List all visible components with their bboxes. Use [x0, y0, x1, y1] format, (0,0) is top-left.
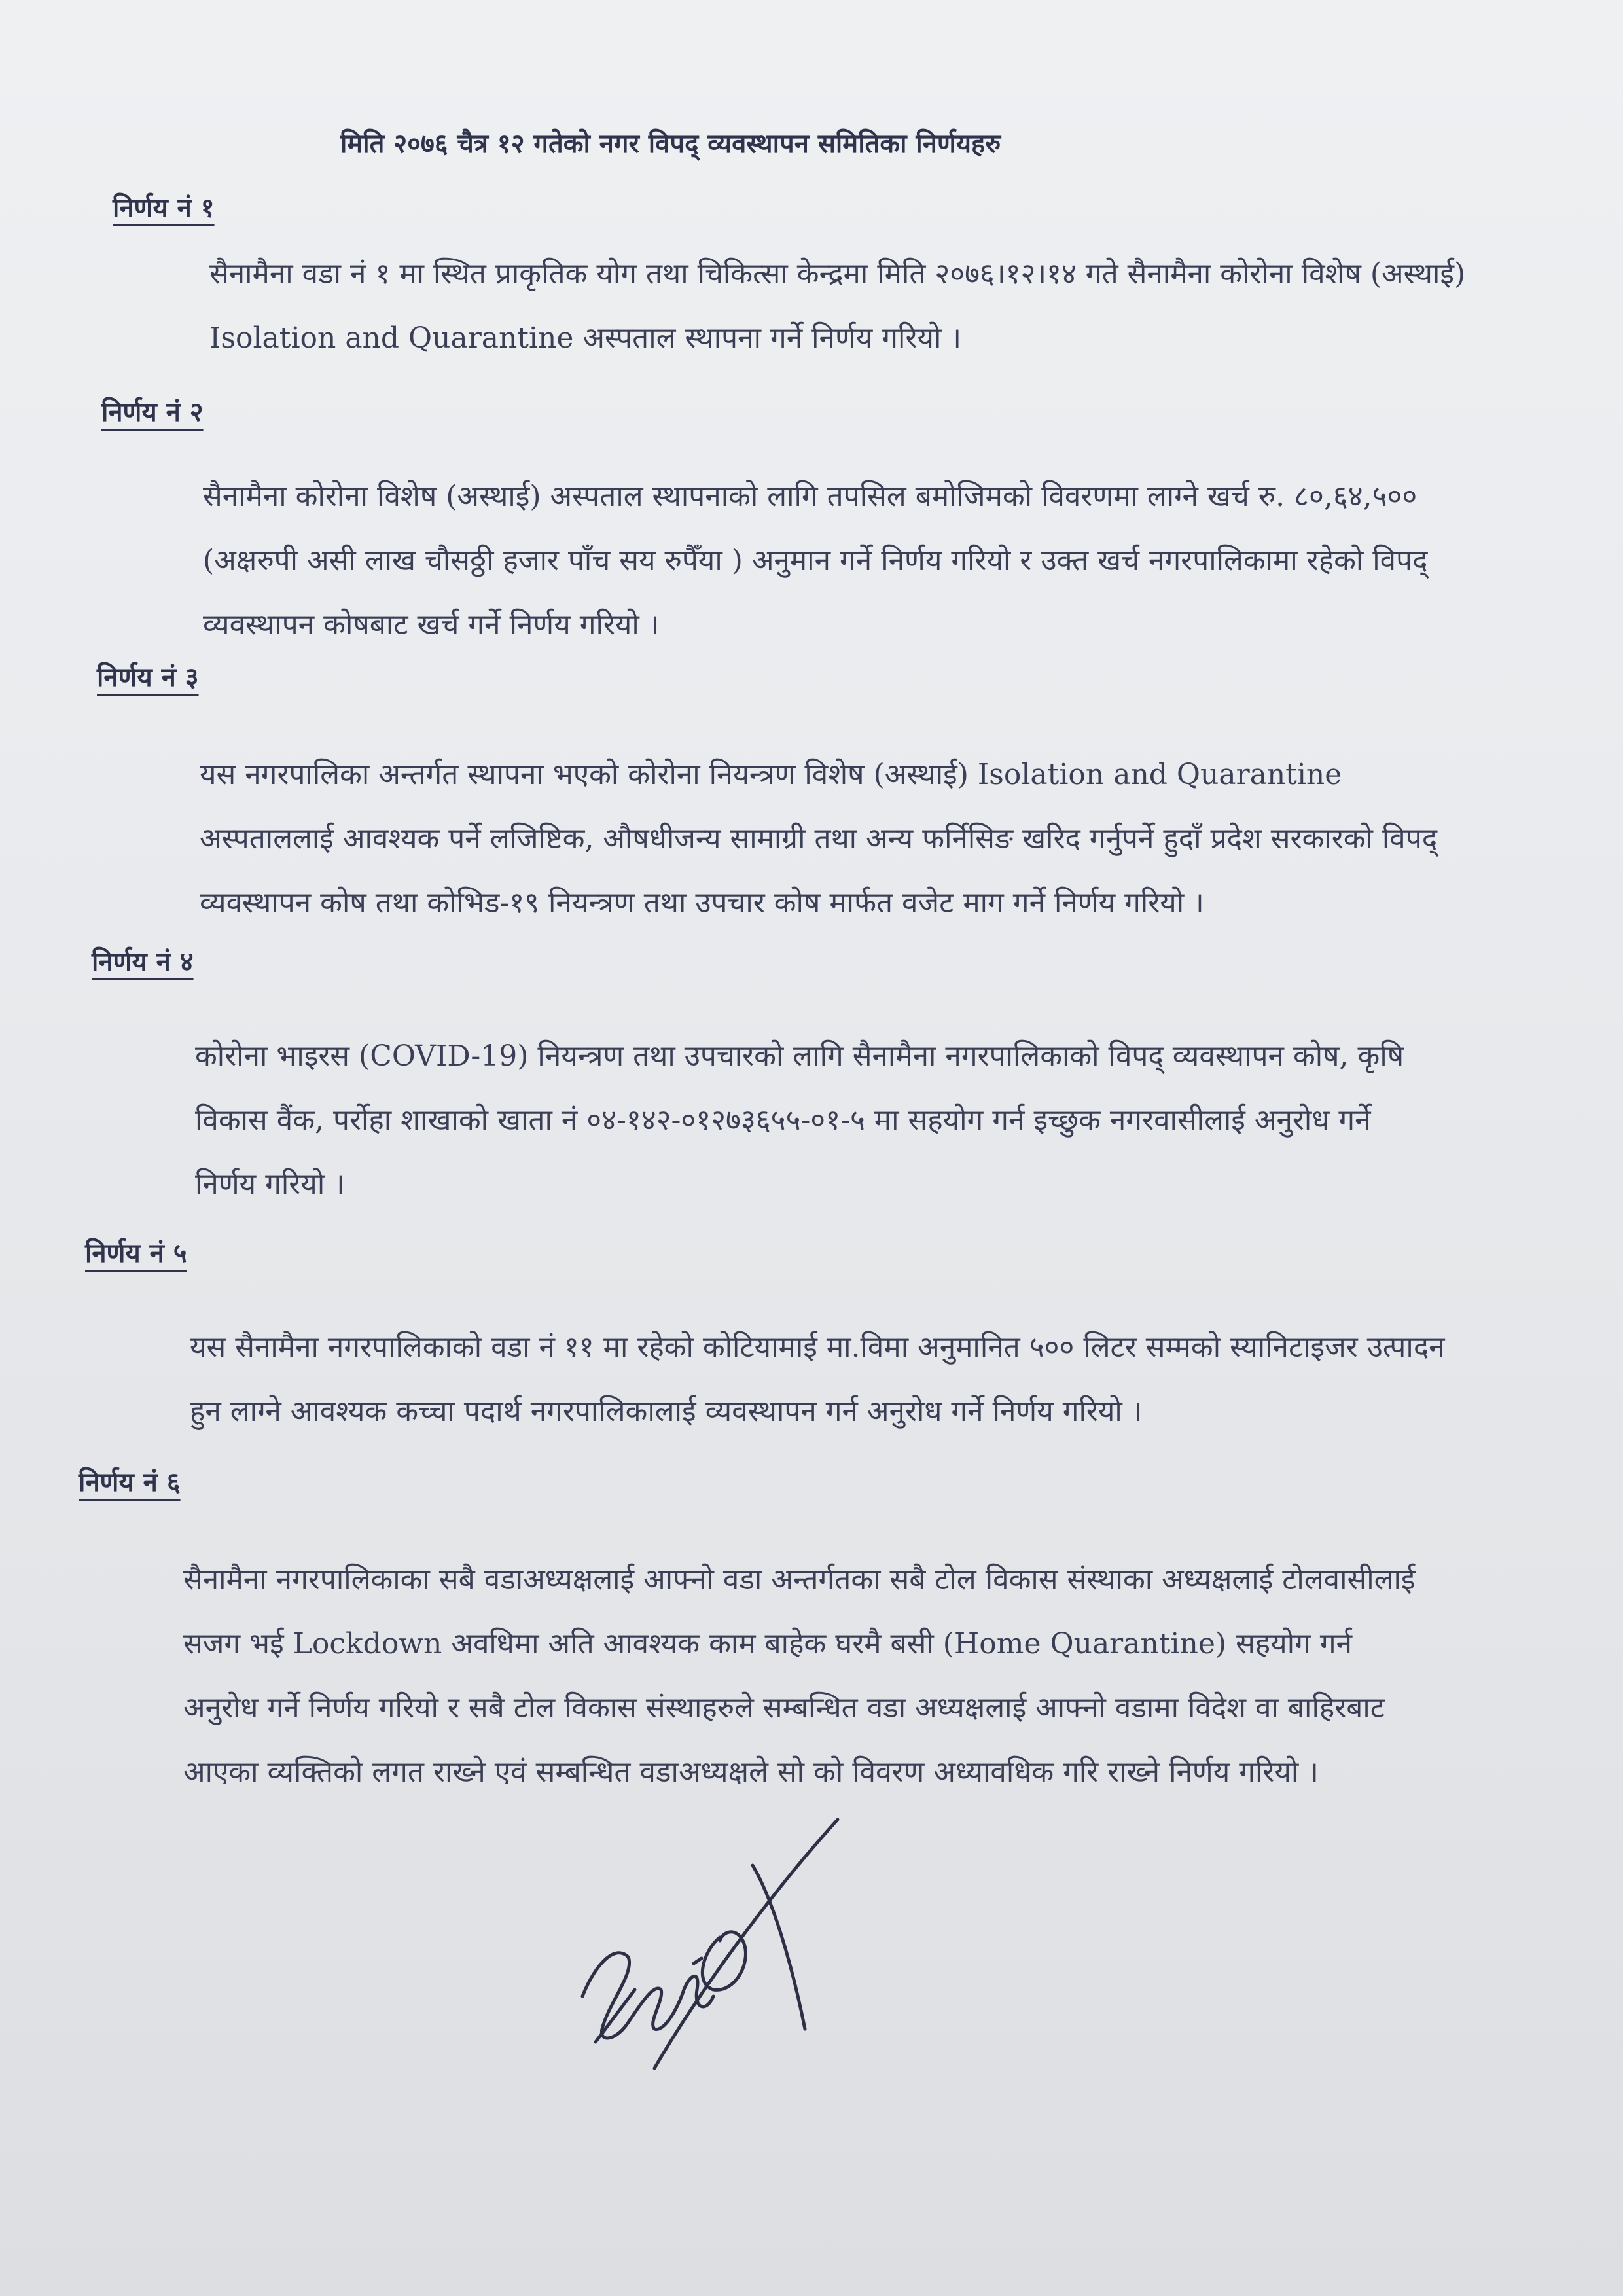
decision-5-line: हुन लाग्ने आवश्यक कच्चा पदार्थ नगरपालिकालाई व्यवस्थापन गर्न अनुरोध गर्ने निर्णय गरियो । — [190, 1395, 1143, 1428]
decision-1-line: Isolation and Quarantine अस्पताल स्थापना गर्ने निर्णय गरियो । — [209, 321, 962, 355]
decision-5-heading: निर्णय नं ५ — [85, 1238, 187, 1268]
decision-5-line: यस सैनामैना नगरपालिकाको वडा नं ११ मा रहेको कोटियामाई मा.विमा अनुमानित ५०० लिटर सम्मको स्यानिटाइजर उत्पादन — [190, 1331, 1445, 1364]
decision-6-text — [183, 1548, 1522, 1804]
decision-3-line: अस्पताललाई आवश्यक पर्ने लजिष्टिक, औषधीजन्य सामाग्री तथा अन्य फर्निसिङ खरिद गर्नुपर्ने हुदाँ प्रदेश सरकारको विपद् — [200, 822, 1438, 855]
page-title: मिति २०७६ चैत्र १२ गतेको नगर विपद् व्यवस्थापन समितिका निर्णयहरु — [340, 128, 1001, 159]
decision-6-line: आएका व्यक्तिको लगत राख्ने एवं सम्बन्धित वडाअध्यक्षले सो को विवरण अध्यावधिक गरि राख्ने निर्णय गरियो । — [183, 1755, 1319, 1789]
decision-2-text — [203, 465, 1466, 657]
signature-icon — [556, 1793, 897, 2101]
decision-4-line: कोरोना भाइरस (COVID-19) नियन्त्रण तथा उपचारको लागि सैनामैना नगरपालिकाको विपद् व्यवस्थापन कोष, कृषि — [195, 1039, 1404, 1073]
decision-3-text — [200, 743, 1482, 935]
decision-3-heading: निर्णय नं ३ — [97, 662, 199, 692]
decision-4-heading: निर्णय नं ४ — [92, 946, 194, 977]
decision-6-line: सजग भई Lockdown अवधिमा अति आवश्यक काम बाहेक घरमै बसी (Home Quarantine) सहयोग गर्न — [183, 1627, 1353, 1660]
decision-5-text — [190, 1316, 1505, 1444]
decision-4-line: विकास वैंक, पर्रोहा शाखाको खाता नं ०४-१४२-०१२७३६५५-०१-५ मा सहयोग गर्न इच्छुक नगरवासीलाई अनुरोध गर्ने — [195, 1103, 1371, 1137]
decision-3-line: यस नगरपालिका अन्तर्गत स्थापना भएको कोरोना नियन्त्रण विशेष (अस्थाई) Isolation and Quarantine — [200, 758, 1342, 791]
decision-4-line: निर्णय गरियो । — [195, 1168, 345, 1201]
decision-2-line: (अक्षरुपी असी लाख चौसठ्ठी हजार पाँच सय रुपैँया ) अनुमान गर्ने निर्णय गरियो र उक्त खर्च नगरपालिकामा रहेको विपद् — [203, 544, 1428, 577]
decision-2-heading: निर्णय नं २ — [101, 397, 204, 427]
decision-6-line: अनुरोध गर्ने निर्णय गरियो र सबै टोल विकास संस्थाहरुले सम्बन्धित वडा अध्यक्षलाई आफ्नो वडामा विदेश वा बाहिरबाट — [183, 1691, 1385, 1725]
decision-1-text — [209, 242, 1466, 370]
decision-6-heading: निर्णय नं ६ — [79, 1467, 181, 1498]
decision-6-line: सैनामैना नगरपालिकाका सबै वडाअध्यक्षलाई आफ्नो वडा अन्तर्गतका सबै टोल विकास संस्थाका अध्यक्षलाई टोलवासीलाई — [183, 1563, 1416, 1596]
decision-2-line: व्यवस्थापन कोषबाट खर्च गर्ने निर्णय गरियो । — [203, 608, 660, 641]
decision-4-text — [195, 1024, 1494, 1217]
decision-1-line: सैनामैना वडा नं १ मा स्थित प्राकृतिक योग तथा चिकित्सा केन्द्रमा मिति २०७६।१२।१४ गते सैनामैना कोरोना विशेष (अस्थाई) — [209, 257, 1466, 291]
decision-1-heading: निर्णय नं १ — [113, 192, 215, 223]
decision-2-line: सैनामैना कोरोना विशेष (अस्थाई) अस्पताल स्थापनाको लागि तपसिल बमोजिमको विवरणमा लाग्ने खर्च रु. ८०,६४,५०० — [203, 480, 1418, 513]
decision-3-line: व्यवस्थापन कोष तथा कोभिड-१९ नियन्त्रण तथा उपचार कोष मार्फत वजेट माग गर्ने निर्णय गरियो । — [200, 886, 1204, 920]
